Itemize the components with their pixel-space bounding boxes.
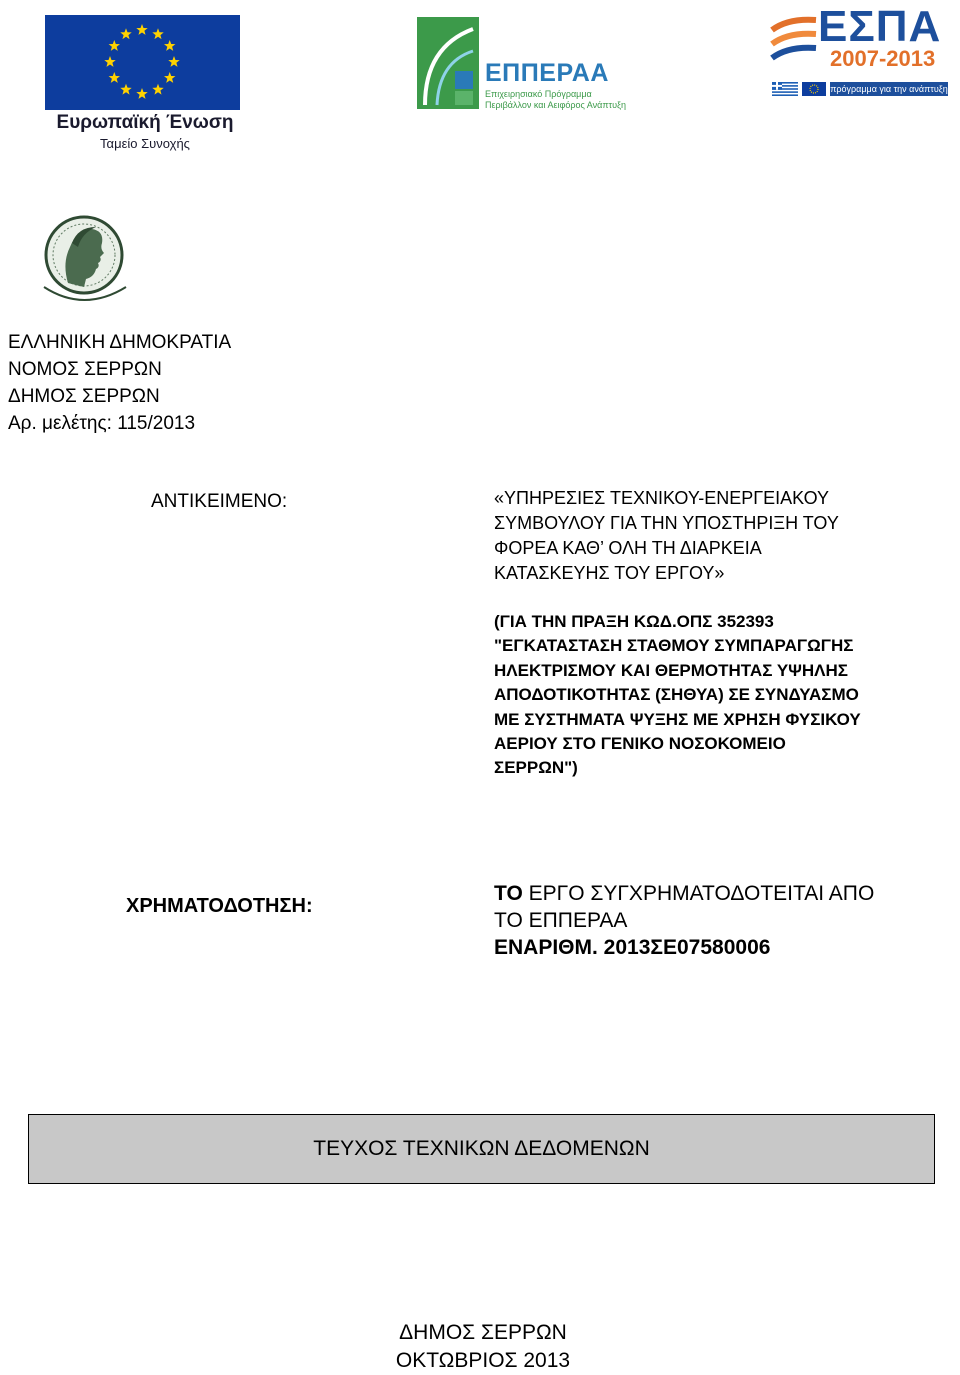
eu-small-flag-icon	[802, 82, 826, 96]
project-line: ΑΠΟΔΟΤΙΚΟΤΗΤΑΣ (ΣΗΘΥΑ) ΣΕ ΣΥΝΔΥΑΣΜΟ	[494, 685, 859, 705]
funding-line-rest: ΕΡΓΟ ΣΥΓΧΡΗΜΑΤΟΔΟΤΕΙΤΑΙ ΑΠΟ	[522, 882, 875, 905]
subject-line: ΚΑΤΑΣΚΕΥΗΣ ΤΟΥ ΕΡΓΟΥ»	[494, 563, 725, 583]
epperaa-emblem-icon	[417, 17, 479, 109]
project-line: ΜΕ ΣΥΣΤΗΜΑΤΑ ΨΥΞΗΣ ΜΕ ΧΡΗΣΗ ΦΥΣΙΚΟΥ	[494, 709, 861, 729]
footer	[0, 1319, 960, 1375]
project-line: ΑΕΡΙΟΥ ΣΤΟ ΓΕΝΙΚΟ ΝΟΣΟΚΟΜΕΙΟ	[494, 734, 786, 754]
subject-text	[494, 486, 839, 586]
funding-line-bold: ΤΟ	[494, 882, 523, 905]
project-description	[494, 610, 861, 781]
header-study-number: Αρ. μελέτης: 115/2013	[8, 413, 196, 434]
espa-title: ΕΣΠΑ	[818, 2, 942, 51]
header-prefecture: ΝΟΜΟΣ ΣΕΡΡΩΝ	[8, 359, 162, 380]
subject-label: ΑΝΤΙΚΕΙΜΕΝΟ:	[151, 491, 288, 512]
greece-flag-icon	[772, 82, 798, 96]
funding-line: ΤΟ ΕΠΠΕΡΑΑ	[494, 909, 628, 932]
funding-label: ΧΡΗΜΑΤΟΔΟΤΗΣΗ:	[126, 895, 313, 917]
municipality-seal	[38, 213, 130, 305]
project-line: "ΕΓΚΑΤΑΣΤΑΣΗ ΣΤΑΘΜΟΥ ΣΥΜΠΑΡΑΓΩΓΗΣ	[494, 636, 854, 656]
project-line: ΗΛΕΚΤΡΙΣΜΟΥ ΚΑΙ ΘΕΡΜΟΤΗΤΑΣ ΥΨΗΛΗΣ	[494, 660, 849, 680]
issuer-block	[8, 329, 231, 437]
volume-title-box	[28, 1114, 935, 1184]
header-country: ΕΛΛΗΝΙΚΗ ΔΗΜΟΚΡΑΤΙΑ	[8, 332, 232, 353]
project-line: (ΓΙΑ ΤΗΝ ΠΡΑΞΗ ΚΩΔ.ΟΠΣ 352393	[494, 612, 774, 631]
epperaa-subtitle-2: Περιβάλλον και Αειφόρος Ανάπτυξη	[485, 100, 627, 110]
municipality-seal-icon	[38, 213, 130, 305]
eu-logo-title: Ευρωπαϊκή Ένωση	[56, 112, 234, 133]
subject-line: ΦΟΡΕΑ ΚΑΘ’ ΟΛΗ ΤΗ ΔΙΑΡΚΕΙΑ	[494, 538, 762, 558]
funding-text	[494, 880, 874, 961]
espa-logo	[770, 2, 950, 100]
espa-wave-icon	[770, 10, 820, 80]
epperaa-logo	[417, 17, 642, 112]
espa-years: 2007-2013	[830, 46, 936, 71]
funding-line: ΕΝΑΡΙΘΜ. 2013ΣΕ07580006	[494, 936, 771, 959]
header-municipality: ΔΗΜΟΣ ΣΕΡΡΩΝ	[8, 386, 160, 407]
espa-tagline: πρόγραμμα για την ανάπτυξη	[830, 84, 948, 94]
epperaa-subtitle-1: Επιχειρησιακό Πρόγραμμα	[485, 89, 592, 99]
funding-line	[494, 880, 874, 907]
epperaa-name: ΕΠΠΕΡΑΑ	[485, 59, 609, 87]
volume-title: ΤΕΥΧΟΣ ΤΕΧΝΙΚΩΝ ΔΕΔΟΜΕΝΩΝ	[313, 1137, 650, 1160]
footer-date: ΟΚΤΩΒΡΙΟΣ 2013	[395, 1349, 571, 1372]
subject-line: «ΥΠΗΡΕΣΙΕΣ ΤΕΧΝΙΚΟΥ-ΕΝΕΡΓΕΙΑΚΟΥ	[494, 488, 830, 508]
subject-line: ΣΥΜΒΟΥΛΟΥ ΓΙΑ ΤΗΝ ΥΠΟΣΤΗΡΙΞΗ ΤΟΥ	[494, 513, 839, 533]
footer-municipality: ΔΗΜΟΣ ΣΕΡΡΩΝ	[399, 1321, 567, 1344]
eu-logo	[45, 15, 245, 155]
project-line: ΣΕΡΡΩΝ")	[494, 758, 578, 778]
eu-logo-subtitle: Ταμείο Συνοχής	[100, 136, 190, 151]
eu-flag-icon	[45, 15, 240, 110]
